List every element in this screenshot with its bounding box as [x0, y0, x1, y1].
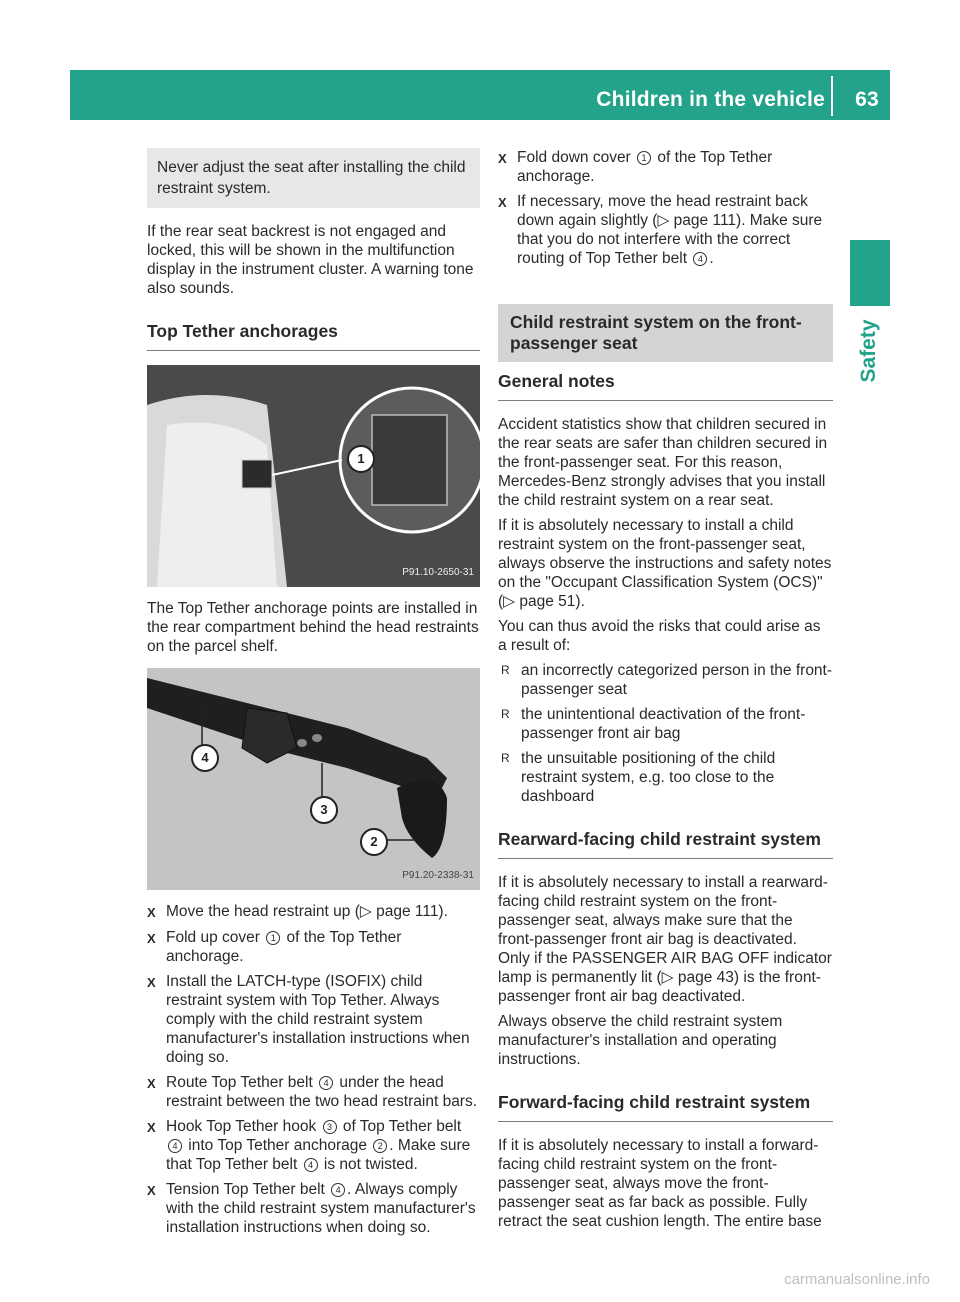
bullet-marker: R: [501, 663, 510, 677]
callout-ref: 4: [319, 1076, 333, 1090]
step-item: X Install the LATCH-type (ISOFIX) child restraint system with Top Tether. Always comply with the child restraint system manufacturer's installation instructions when doing so.: [147, 973, 470, 1066]
step-marker: X: [498, 151, 507, 166]
chapter-title: Children in the vehicle: [596, 88, 825, 111]
callout-ref: 2: [373, 1139, 387, 1153]
callout-ref: 1: [266, 931, 280, 945]
section-heading: Top Tether anchorages: [147, 322, 480, 351]
list-item: R the unintentional deactivation of the front-passenger front air bag: [498, 705, 833, 743]
callout-ref: 3: [323, 1120, 337, 1134]
callout-2: 2: [360, 828, 388, 856]
callout-ref: 4: [693, 252, 707, 266]
callout-3: 3: [310, 796, 338, 824]
callout-ref: 4: [168, 1139, 182, 1153]
callout-1: 1: [347, 445, 375, 473]
step-item: X Fold up cover 1 of the Top Tether anchorage.: [147, 929, 402, 965]
watermark: carmanualsonline.info: [784, 1271, 930, 1288]
bullet-marker: R: [501, 707, 510, 721]
step-marker: X: [147, 931, 156, 946]
callout-ref: 4: [331, 1183, 345, 1197]
header-divider: [831, 76, 833, 116]
top-tether-belt-image: [147, 668, 480, 890]
side-tab-label: Safety: [857, 319, 880, 383]
seat-illustration: [147, 365, 480, 587]
image-code: P91.10-2650-31: [402, 567, 474, 578]
section-heading: General notes: [498, 372, 833, 401]
paragraph: The Top Tether anchorage points are installed in the rear compartment behind the head restraints on the parcel shelf.: [147, 600, 479, 655]
section-heading: Forward-facing child restraint system: [498, 1093, 833, 1122]
bullet-marker: R: [501, 751, 510, 765]
step-marker: X: [498, 195, 507, 210]
step-item: X Hook Top Tether hook 3 of Top Tether belt 4 into Top Tether anchorage 2 . Make sure that Top Tether belt 4 is not twisted.: [147, 1118, 471, 1173]
paragraph: If it is absolutely necessary to install a forward-facing child restraint system on the front-passenger seat, always move the front-passenger seat as far back as possible. Fully retract the seat cushion length. The entire base: [498, 1137, 822, 1230]
step-item: X Route Top Tether belt 4 under the head restraint between the two head restraint bars.: [147, 1074, 478, 1110]
paragraph: You can thus avoid the risks that could arise as a result of:: [498, 618, 821, 654]
step-marker: X: [147, 1076, 156, 1091]
paragraph: Always observe the child restraint system manufacturer's installation and operating instructions.: [498, 1013, 783, 1068]
step-marker: X: [147, 1120, 156, 1135]
note-box: Never adjust the seat after installing the child restraint system.: [147, 148, 480, 208]
step-marker: X: [147, 975, 156, 990]
paragraph: If it is absolutely necessary to install a rearward-facing child restraint system on the front-passenger seat, always make sure that the front-passenger front air bag is deactivated. Only if the PASSENGER AIR BAG OFF indicator lamp is permanently lit (▷ page 43) is the front-passenger front air bag deactivated.: [498, 874, 832, 1005]
step-item: X Tension Top Tether belt 4 . Always comply with the child restraint system manufacturer's installation instructions when doing so.: [147, 1181, 476, 1236]
header: [596, 88, 890, 112]
callout-4: 4: [191, 744, 219, 772]
right-column: [498, 148, 833, 1237]
list-item: R an incorrectly categorized person in the front-passenger seat: [498, 661, 833, 699]
step-marker: X: [147, 1183, 156, 1198]
section-title-box: Child restraint system on the front-passenger seat: [498, 304, 833, 362]
left-column: [147, 148, 480, 1243]
step-item: X Fold down cover 1 of the Top Tether anchorage.: [498, 149, 773, 185]
paragraph: Accident statistics show that children secured in the rear seats are safer than children secured in the front-passenger seat. For this reason, Mercedes-Benz strongly advises that you install the child restraint system on a rear seat.: [498, 416, 828, 509]
image-code: P91.20-2338-31: [402, 870, 474, 881]
top-tether-anchorage-image: [147, 365, 480, 587]
callout-ref: 4: [304, 1158, 318, 1172]
page-number: 63: [855, 88, 879, 111]
paragraph: If the rear seat backrest is not engaged and locked, this will be shown in the multifunction display in the instrument cluster. A warning tone also sounds.: [147, 223, 474, 297]
step-marker: X: [147, 905, 156, 920]
list-item: R the unsuitable positioning of the child restraint system, e.g. too close to the dashboard: [498, 749, 833, 806]
callout-ref: 1: [637, 151, 651, 165]
side-tab: [850, 240, 890, 306]
step-item: X Move the head restraint up (▷ page 111).: [147, 903, 448, 920]
paragraph: If it is absolutely necessary to install a child restraint system on the front-passenger seat, always observe the instructions and safety notes on the "Occupant Classification System (OCS)" (▷ page 51).: [498, 517, 832, 610]
belt-illustration: [147, 668, 480, 890]
section-heading: Rearward-facing child restraint system: [498, 830, 833, 859]
step-item: X If necessary, move the head restraint back down again slightly (▷ page 111). Make sure that you do not interfere with the correct routing of Top Tether belt 4 .: [498, 193, 823, 267]
